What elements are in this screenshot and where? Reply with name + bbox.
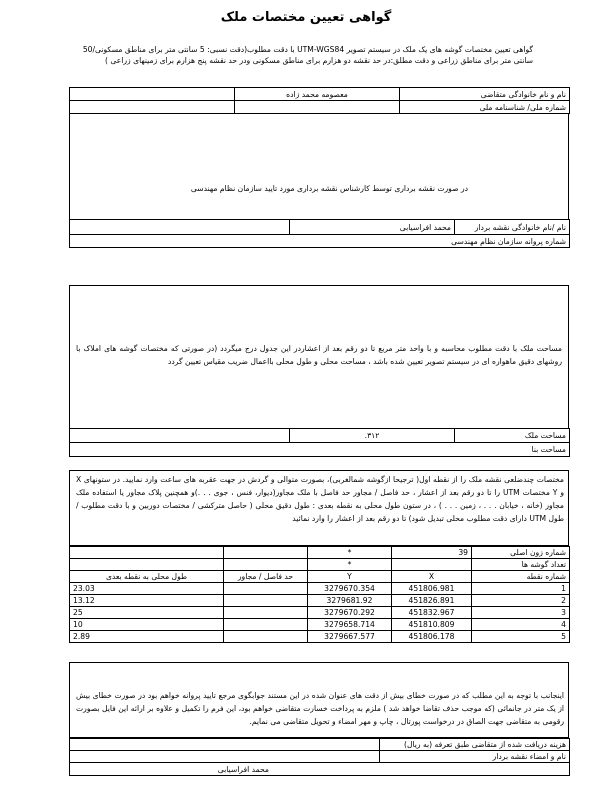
surveyor-note-box xyxy=(69,113,569,220)
length-cell[interactable]: 10 xyxy=(70,619,224,631)
surveyor-sign-value[interactable] xyxy=(70,751,380,763)
corner-count-label: تعداد گوشه ها xyxy=(472,559,570,571)
border-cell[interactable] xyxy=(224,619,308,631)
area-empty-cell xyxy=(70,429,290,443)
applicant-id-value[interactable] xyxy=(235,101,400,114)
zone-label: شماره زون اصلی xyxy=(472,547,570,559)
point-cell[interactable]: 2 xyxy=(472,595,570,607)
y-cell[interactable]: 3279670.354 xyxy=(308,583,392,595)
corner-count-star: * xyxy=(308,559,392,571)
length-cell[interactable]: 23.03 xyxy=(70,583,224,595)
point-cell[interactable]: 5 xyxy=(472,631,570,643)
y-cell[interactable]: 3279658.714 xyxy=(308,619,392,631)
length-cell[interactable]: 25 xyxy=(70,607,224,619)
x-cell[interactable]: 451810.809 xyxy=(392,619,472,631)
y-cell[interactable]: 3279670.292 xyxy=(308,607,392,619)
header-y: Y xyxy=(308,571,392,583)
point-cell[interactable]: 4 xyxy=(472,619,570,631)
x-cell[interactable]: 451826.891 xyxy=(392,595,472,607)
coords-table xyxy=(69,546,570,643)
x-cell[interactable]: 451832.967 xyxy=(392,607,472,619)
area-box xyxy=(69,285,569,429)
page-title: گواهی تعیین مختصات ملک xyxy=(220,10,392,25)
coords-empty-cell xyxy=(224,559,308,571)
border-cell[interactable] xyxy=(224,583,308,595)
surveyor-table xyxy=(69,219,570,248)
coords-empty-cell xyxy=(70,547,224,559)
footer-table xyxy=(69,738,570,776)
point-cell[interactable]: 3 xyxy=(472,607,570,619)
footer-surveyor-name: محمد افراسیابی xyxy=(70,763,570,776)
surveyor-license-label: شماره پروانه سازمان نظام مهندسی xyxy=(70,235,570,248)
header-x: X xyxy=(392,571,472,583)
surveyor-empty-cell xyxy=(70,220,290,235)
table-row xyxy=(70,595,570,607)
area-table xyxy=(69,428,570,457)
applicant-table xyxy=(69,87,570,114)
coords-empty-cell xyxy=(224,547,308,559)
building-area-label: مساحت بنا xyxy=(70,443,570,457)
land-area-label: مساحت ملک xyxy=(455,429,570,443)
intro-text: گواهی تعیین مختصات گوشه های یک ملک در سیستم تصویر UTM-WGS84 با دقت مطلوب(دقت نسبی: 5 سانتی متر برای مناطق مسکونی/50 سانتی متر برای مناطق زراعی و دقت مطلق:در حد نقشه دو هزارم برای مناطق مسکونی ودر حد نقشه پنج هزارم برای زمینهای زراعی ) xyxy=(82,45,533,65)
fee-value[interactable] xyxy=(70,739,380,751)
area-paragraph: مساحت ملک با دقت مطلوب محاسبه و با واحد متر مربع تا دو رقم بعد از اعشاردر این جدول درج میگردد (در صورتی که مختصات گوشه های املاک با روشهای دقیق ماهواره ای در سیستم تصویر تعیین شده باشد ، مساحت محلی و طول محلی بااعمال ضریب مقیاس تعیین گردد xyxy=(76,344,562,366)
zone-value[interactable]: 39 xyxy=(392,547,472,559)
border-cell[interactable] xyxy=(224,631,308,643)
surveyor-name-label: نام /نام خانوادگی نقشه بردار xyxy=(455,220,570,235)
declaration-box xyxy=(69,662,569,738)
coords-paragraph: مختصات چندضلعی نقشه ملک را از نقطه اول( ترجیحا ازگوشه شمالغربی)، بصورت متوالی و گردش در جهت عقربه های ساعت وارد نمایید. در ستونهای X و Y مختصات UTM را تا دو رقم بعد از اعشار ، حد فاصل / مجاور حد فاصل با ملک مجاور(دیوار، فنس ، جوی . . .)و همچنین پلاک مجاور یا استفاده ملک مجاور (خانه ، خیابان . . . ، زمین . . . ) ، در ستون طول محلی به نقطه بعدی : طول دقیق محلی ( حاصل مترکشی / مختصات دوربین و با دقت مطلوب / طول UTM دارای دقت مطلوب محلی تبدیل شود) تا دو رقم بعد از اعشار را وارد نمائید xyxy=(76,475,564,523)
length-cell[interactable]: 2.89 xyxy=(70,631,224,643)
y-cell[interactable]: 3279681.92 xyxy=(308,595,392,607)
corner-count-value[interactable] xyxy=(392,559,472,571)
border-cell[interactable] xyxy=(224,607,308,619)
fee-label: هزینه دریافت شده از متقاضی طبق تعرفه (به ریال) xyxy=(380,739,570,751)
point-cell[interactable]: 1 xyxy=(472,583,570,595)
zone-star: * xyxy=(308,547,392,559)
land-area-value[interactable]: ۳۱۲. xyxy=(290,429,455,443)
x-cell[interactable]: 451806.178 xyxy=(392,631,472,643)
y-cell[interactable]: 3279667.577 xyxy=(308,631,392,643)
applicant-name-value[interactable]: معصومه محمد زاده xyxy=(235,88,400,101)
header-length: طول محلی به نقطه بعدی xyxy=(70,571,224,583)
table-row xyxy=(70,631,570,643)
applicant-name-label: نام و نام خانوادگی متقاضی xyxy=(400,88,570,101)
table-row xyxy=(70,607,570,619)
table-row xyxy=(70,619,570,631)
x-cell[interactable]: 451806.981 xyxy=(392,583,472,595)
header-point: شماره نقطه xyxy=(472,571,570,583)
applicant-id-label: شماره ملی/ شناسنامه ملی xyxy=(400,101,570,114)
applicant-empty-cell xyxy=(70,88,235,101)
declaration-paragraph: اینجانب با توجه به این مطلب که در صورت خطای بیش از دقت های عنوان شده در این مستند جوابگوی مرجع تایید پروانه خواهم بود در صورت خطای بیش از یک متر در جانمائی (که موجب حذف تقاضا خواهد شد ) ملزم به پرداخت خسارت متقاضی خواهم بود، این فرم را تکمیل و علاوه بر ارائه این فایل بصورت رقومی به متقاضی جهت الصاق در درخواست پورتال ، چاپ و مهر امضاء و تحویل متقاضی می نمایم. xyxy=(76,691,564,726)
table-row xyxy=(70,583,570,595)
applicant-empty-cell xyxy=(70,101,235,114)
header-border: حد فاصل / مجاور xyxy=(224,571,308,583)
border-cell[interactable] xyxy=(224,595,308,607)
surveyor-note: در صورت نقشه برداری توسط کارشناس نقشه برداری مورد تایید سازمان نظام مهندسی xyxy=(190,184,468,193)
coords-empty-cell xyxy=(70,559,224,571)
surveyor-name-value[interactable]: محمد افراسیابی xyxy=(290,220,455,235)
surveyor-sign-label: نام و امضاء نقشه بردار xyxy=(380,751,570,763)
length-cell[interactable]: 13.12 xyxy=(70,595,224,607)
coords-box xyxy=(69,470,569,546)
